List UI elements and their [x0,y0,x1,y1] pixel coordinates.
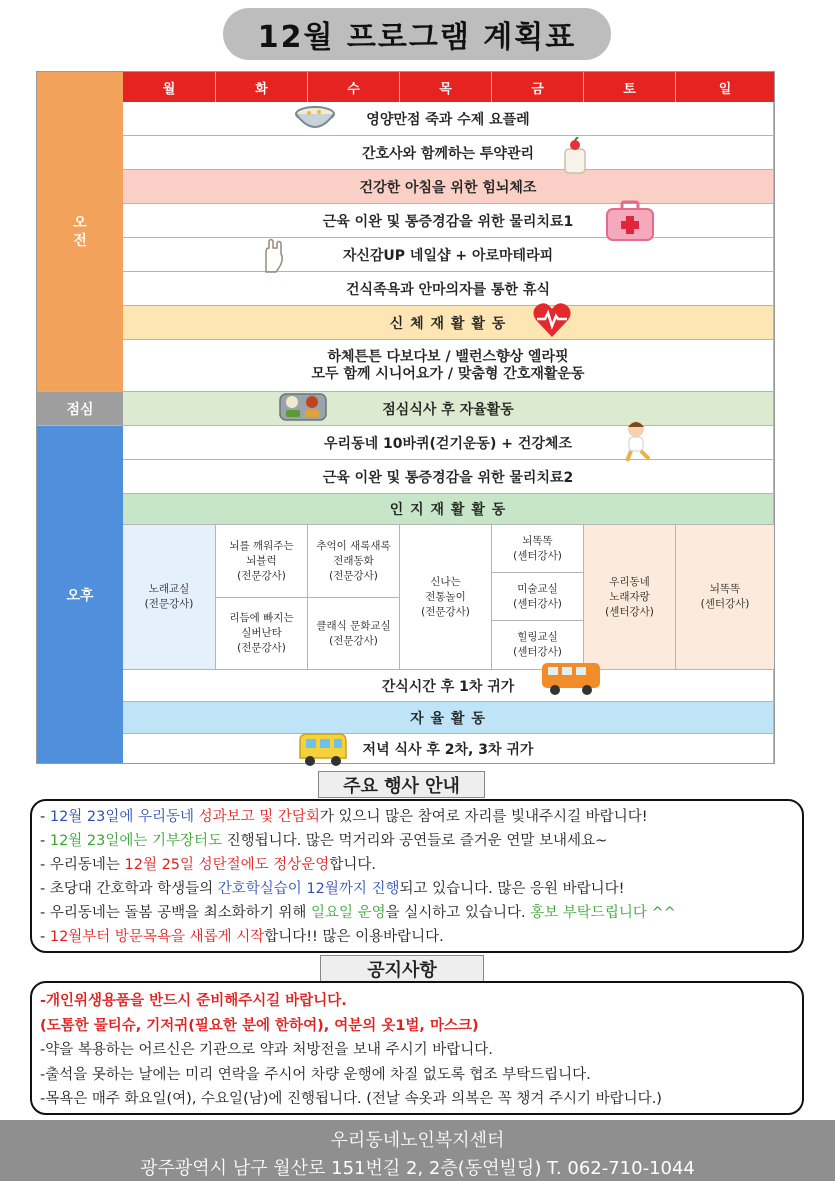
notices-line-segment: -약을 복용하는 어르신은 기관으로 약과 처방전을 보내 주시기 바랍니다. [40,1042,493,1058]
section-afternoon: 오후 [37,426,123,763]
events-line [40,805,648,826]
day-header-mon: 월 [123,72,216,102]
row-walking: 우리동네 10바퀴(걷기운동) + 건강체조 [123,426,774,460]
events-line-segment: 진행됩니다. 많은 먹거리와 공연들로 즐거운 연말 보내세요~ [222,833,608,849]
row-foot-bath: 건식족욕과 안마의자를 통한 휴식 [123,272,774,306]
row-medication: 간호사와 함께하는 투약관리 [123,136,774,170]
heart-pulse-icon [531,301,573,339]
events-line-segment: 12월 23일에는 기부장터도 [49,833,223,849]
cognitive-tue-bottom: 리듬에 빠지는 실버난타 (전문강사) [216,598,308,670]
row-cognitive-rehab: 인 지 재 활 활 동 [123,494,774,525]
events-box [30,799,804,953]
porridge-bowl-icon [293,100,337,134]
bus-icon [540,660,602,696]
events-line-segment: 홍보 부탁드립니다 ^^ [530,905,676,921]
events-line [40,877,624,898]
cognitive-fri-1: 뇌똑똑 (센터강사) [492,525,584,573]
events-line-segment: 일요일 운영 [311,905,386,921]
lunch-tray-icon [278,391,328,423]
cognitive-fri-3: 힐링교실 (센터강사) [492,621,584,670]
events-line-segment: - [40,809,50,825]
day-header-sat: 토 [584,72,676,102]
events-line-segment: - 우리동네는 돌봄 공백을 최소화하기 위해 [40,905,312,921]
events-line-segment: 성과보고 및 간담회 [198,809,320,825]
notices-line [40,989,347,1010]
events-line [40,853,376,874]
row-physical-therapy-2: 근육 이완 및 통증경감을 위한 물리치료2 [123,460,774,494]
cognitive-thu: 신나는 전통놀이 (전문강사) [400,525,492,670]
row-dinner-return: 저녁 식사 후 2차, 3차 귀가 [123,734,774,763]
first-aid-kit-icon [604,200,656,242]
notice-box [30,981,804,1115]
notices-line [40,1087,662,1108]
events-line-segment: 되고 있습니다. 많은 응원 바랍니다! [399,881,625,897]
section-lunch: 점심 [37,392,123,426]
events-line-segment: 12월 23일에 우리동네 [49,809,199,825]
footer-center-name: 우리동네노인복지센터 [330,1130,505,1151]
row-brain-exercise: 건강한 아침을 위한 힘뇌체조 [123,170,774,204]
physical-activity-line-1: 하체튼튼 다보다보 / 밸런스향상 엘라핏 [327,348,569,365]
row-snack-return: 간식시간 후 1차 귀가 [123,670,774,702]
row-physical-activities [123,340,774,392]
events-line-segment: - [40,833,50,849]
notices-line [40,1014,479,1035]
footer [0,1120,835,1181]
events-line-segment: - 초당대 간호학과 학생들의 [40,881,218,897]
events-line-segment: 가 있으니 많은 참여로 자리를 빛내주시길 바랍니다! [319,809,648,825]
schedule-table [36,71,775,764]
notices-line [40,1038,493,1059]
day-header-tue: 화 [216,72,308,102]
row-free-activity: 자 율 활 동 [123,702,774,734]
row-physical-rehab: 신 체 재 활 활 동 [123,306,774,340]
day-header-thu: 목 [400,72,492,102]
yogurt-icon [560,137,590,175]
notices-line-segment: -출석을 못하는 날에는 미리 연락을 주시어 차량 운행에 차질 없도록 협조 부탁드립니다. [40,1066,591,1083]
events-line-segment: 합니다!! 많은 이용바랍니다. [264,929,444,945]
day-header-wed: 수 [308,72,400,102]
day-header-fri: 금 [492,72,584,102]
events-line-segment: 12월 25일 성탄절에도 정상운영 [124,857,330,873]
notices-line [40,1063,591,1084]
notices-line-segment: -개인위생용품을 반드시 준비해주시길 바랍니다. [40,993,347,1009]
events-line-segment: 을 실시하고 있습니다. [385,905,531,921]
nail-hand-icon [258,236,290,274]
cognitive-sun: 뇌똑똑 (센터강사) [676,525,774,670]
cognitive-mon: 노래교실 (전문강사) [123,525,216,670]
cognitive-tue-top: 뇌를 깨워주는 뇌블럭 (전문강사) [216,525,308,598]
notice-title: 공지사항 [320,955,484,982]
events-line [40,829,607,850]
events-line [40,901,676,922]
cognitive-wed-bottom: 클래식 문화교실 (전문강사) [308,598,400,670]
day-header-sun: 일 [676,72,774,102]
cognitive-wed-top: 추억이 새록새록 전래동화 (전문강사) [308,525,400,598]
events-line-segment: 간호학실습이 12월까지 진행 [217,881,400,897]
row-nutrition: 영양만점 죽과 수제 요플레 [123,102,774,136]
school-bus-icon [296,730,350,770]
notices-line-segment: (도톰한 물티슈, 기저귀(필요한 분에 한하여), 여분의 옷1벌, 마스크) [40,1017,479,1034]
events-line-segment: 12월부터 방문목욕을 새롭게 시작 [49,929,265,945]
row-lunch: 점심식사 후 자율활동 [123,392,774,426]
cognitive-sat: 우리동네 노래자랑 (센터강사) [584,525,676,670]
events-line-segment: 합니다. [329,857,376,873]
physical-activity-line-2: 모두 함께 시니어요가 / 맞춤형 간호재활운동 [311,365,585,382]
footer-address: 광주광역시 남구 월산로 151번길 2, 2층(동연빌딩) T. 062-710-1044 [140,1158,695,1179]
notices-line-segment: -목욕은 매주 화요일(여), 수요일(남)에 진행됩니다. (전날 속옷과 의복은 꼭 챙겨 주시기 바랍니다.) [40,1091,662,1107]
section-morning: 오 전 [37,72,123,392]
events-title: 주요 행사 안내 [318,771,485,798]
page-title: 12월 프로그램 계획표 [223,8,611,60]
cognitive-fri-2: 미술교실 (센터강사) [492,573,584,621]
row-physical-therapy-1: 근육 이완 및 통증경감을 위한 물리치료1 [123,204,774,238]
row-nail-aroma: 자신감UP 네일샵 + 아로마테라피 [123,238,774,272]
events-line [40,925,444,946]
events-line-segment: - [40,929,50,945]
events-line-segment: - 우리동네는 [40,857,125,873]
walking-child-icon [621,419,657,463]
